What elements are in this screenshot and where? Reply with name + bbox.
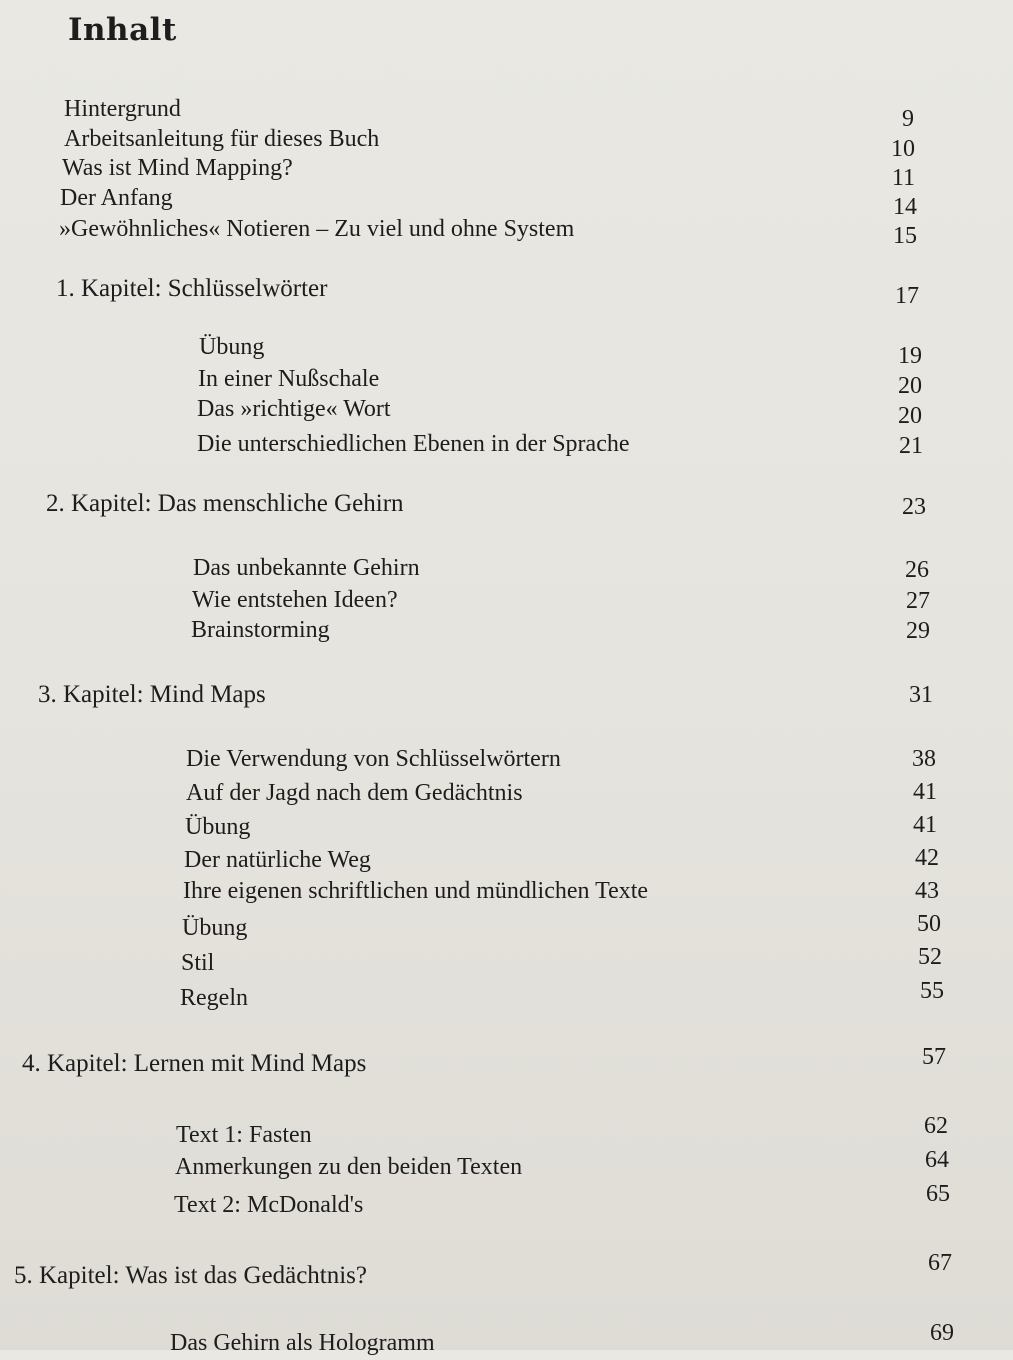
toc-entry-label: Stil	[181, 950, 215, 976]
toc-entry-page: 20	[898, 403, 922, 429]
toc-entry-label: Das unbekannte Gehirn	[193, 555, 420, 581]
chapter-label: 5. Kapitel: Was ist das Gedächtnis?	[14, 1262, 368, 1289]
toc-entry-page: 41	[913, 812, 937, 838]
toc-entry-label: Das Gehirn als Hologramm	[170, 1330, 435, 1356]
toc-entry-label: Die unterschiedlichen Ebenen in der Sprache	[197, 431, 630, 457]
toc-entry-page: 20	[898, 373, 922, 399]
toc-entry-label: In einer Nußschale	[198, 366, 380, 392]
toc-entry-page: 64	[925, 1147, 949, 1173]
toc-entry-page: 14	[893, 194, 917, 220]
toc-entry-label: Übung	[199, 334, 265, 360]
chapter-label: 3. Kapitel: Mind Maps	[38, 681, 266, 708]
toc-entry-label: Der natürliche Weg	[184, 847, 371, 873]
toc-entry-label: Hintergrund	[64, 96, 181, 122]
chapter-label: 1. Kapitel: Schlüsselwörter	[56, 275, 328, 302]
toc-entry-label: Anmerkungen zu den beiden Texten	[175, 1154, 523, 1180]
toc-entry-page: 52	[918, 944, 942, 970]
chapter-page: 31	[909, 682, 933, 708]
toc-entry-label: Arbeitsanleitung für dieses Buch	[64, 126, 380, 152]
toc-entry-page: 9	[902, 106, 914, 132]
toc-entry-label: »Gewöhnliches« Notieren – Zu viel und ohne System	[59, 216, 575, 242]
toc-entry-label: Text 1: Fasten	[176, 1122, 312, 1148]
toc-entry-page: 29	[906, 618, 930, 644]
toc-entry-page: 26	[905, 557, 929, 583]
toc-entry-page: 15	[893, 223, 917, 249]
toc-entry-label: Auf der Jagd nach dem Gedächtnis	[186, 780, 523, 806]
chapter-page: 67	[928, 1250, 952, 1276]
toc-entry-page: 50	[917, 911, 941, 937]
chapter-label: 2. Kapitel: Das menschliche Gehirn	[46, 490, 404, 517]
toc-entry-page: 10	[891, 136, 915, 162]
toc-entry-page: 42	[915, 845, 939, 871]
toc-entry-label: Das »richtige« Wort	[197, 396, 391, 422]
toc-entry-label: Wie entstehen Ideen?	[192, 587, 398, 613]
toc-entry-page: 21	[899, 433, 923, 459]
toc-entry-page: 27	[906, 588, 930, 614]
toc-entry-label: Übung	[185, 814, 251, 840]
toc-entry-page: 43	[915, 878, 939, 904]
toc-entry-label: Übung	[182, 915, 248, 941]
toc-entry-label: Brainstorming	[191, 617, 330, 643]
toc-entry-label: Der Anfang	[60, 185, 173, 211]
toc-entry-page: 62	[924, 1113, 948, 1139]
toc-entry-label: Regeln	[180, 985, 248, 1011]
page-title: Inhalt	[68, 12, 177, 48]
chapter-label: 4. Kapitel: Lernen mit Mind Maps	[22, 1050, 367, 1077]
toc-entry-page: 38	[912, 746, 936, 772]
toc-entry-page: 55	[920, 978, 944, 1004]
toc-entry-page: 69	[930, 1320, 954, 1346]
toc-entry-label: Die Verwendung von Schlüsselwörtern	[186, 746, 561, 772]
chapter-page: 23	[902, 494, 926, 520]
toc-entry-label: Was ist Mind Mapping?	[62, 155, 293, 181]
toc-entry-page: 41	[913, 779, 937, 805]
chapter-page: 57	[922, 1044, 946, 1070]
toc-entry-label: Ihre eigenen schriftlichen und mündlichen Texte	[183, 878, 649, 904]
toc-entry-page: 65	[926, 1181, 950, 1207]
toc-entry-label: Text 2: McDonald's	[174, 1192, 364, 1218]
toc-entry-page: 11	[891, 165, 915, 191]
toc-entry-page: 19	[898, 343, 922, 369]
chapter-page: 17	[895, 283, 919, 309]
